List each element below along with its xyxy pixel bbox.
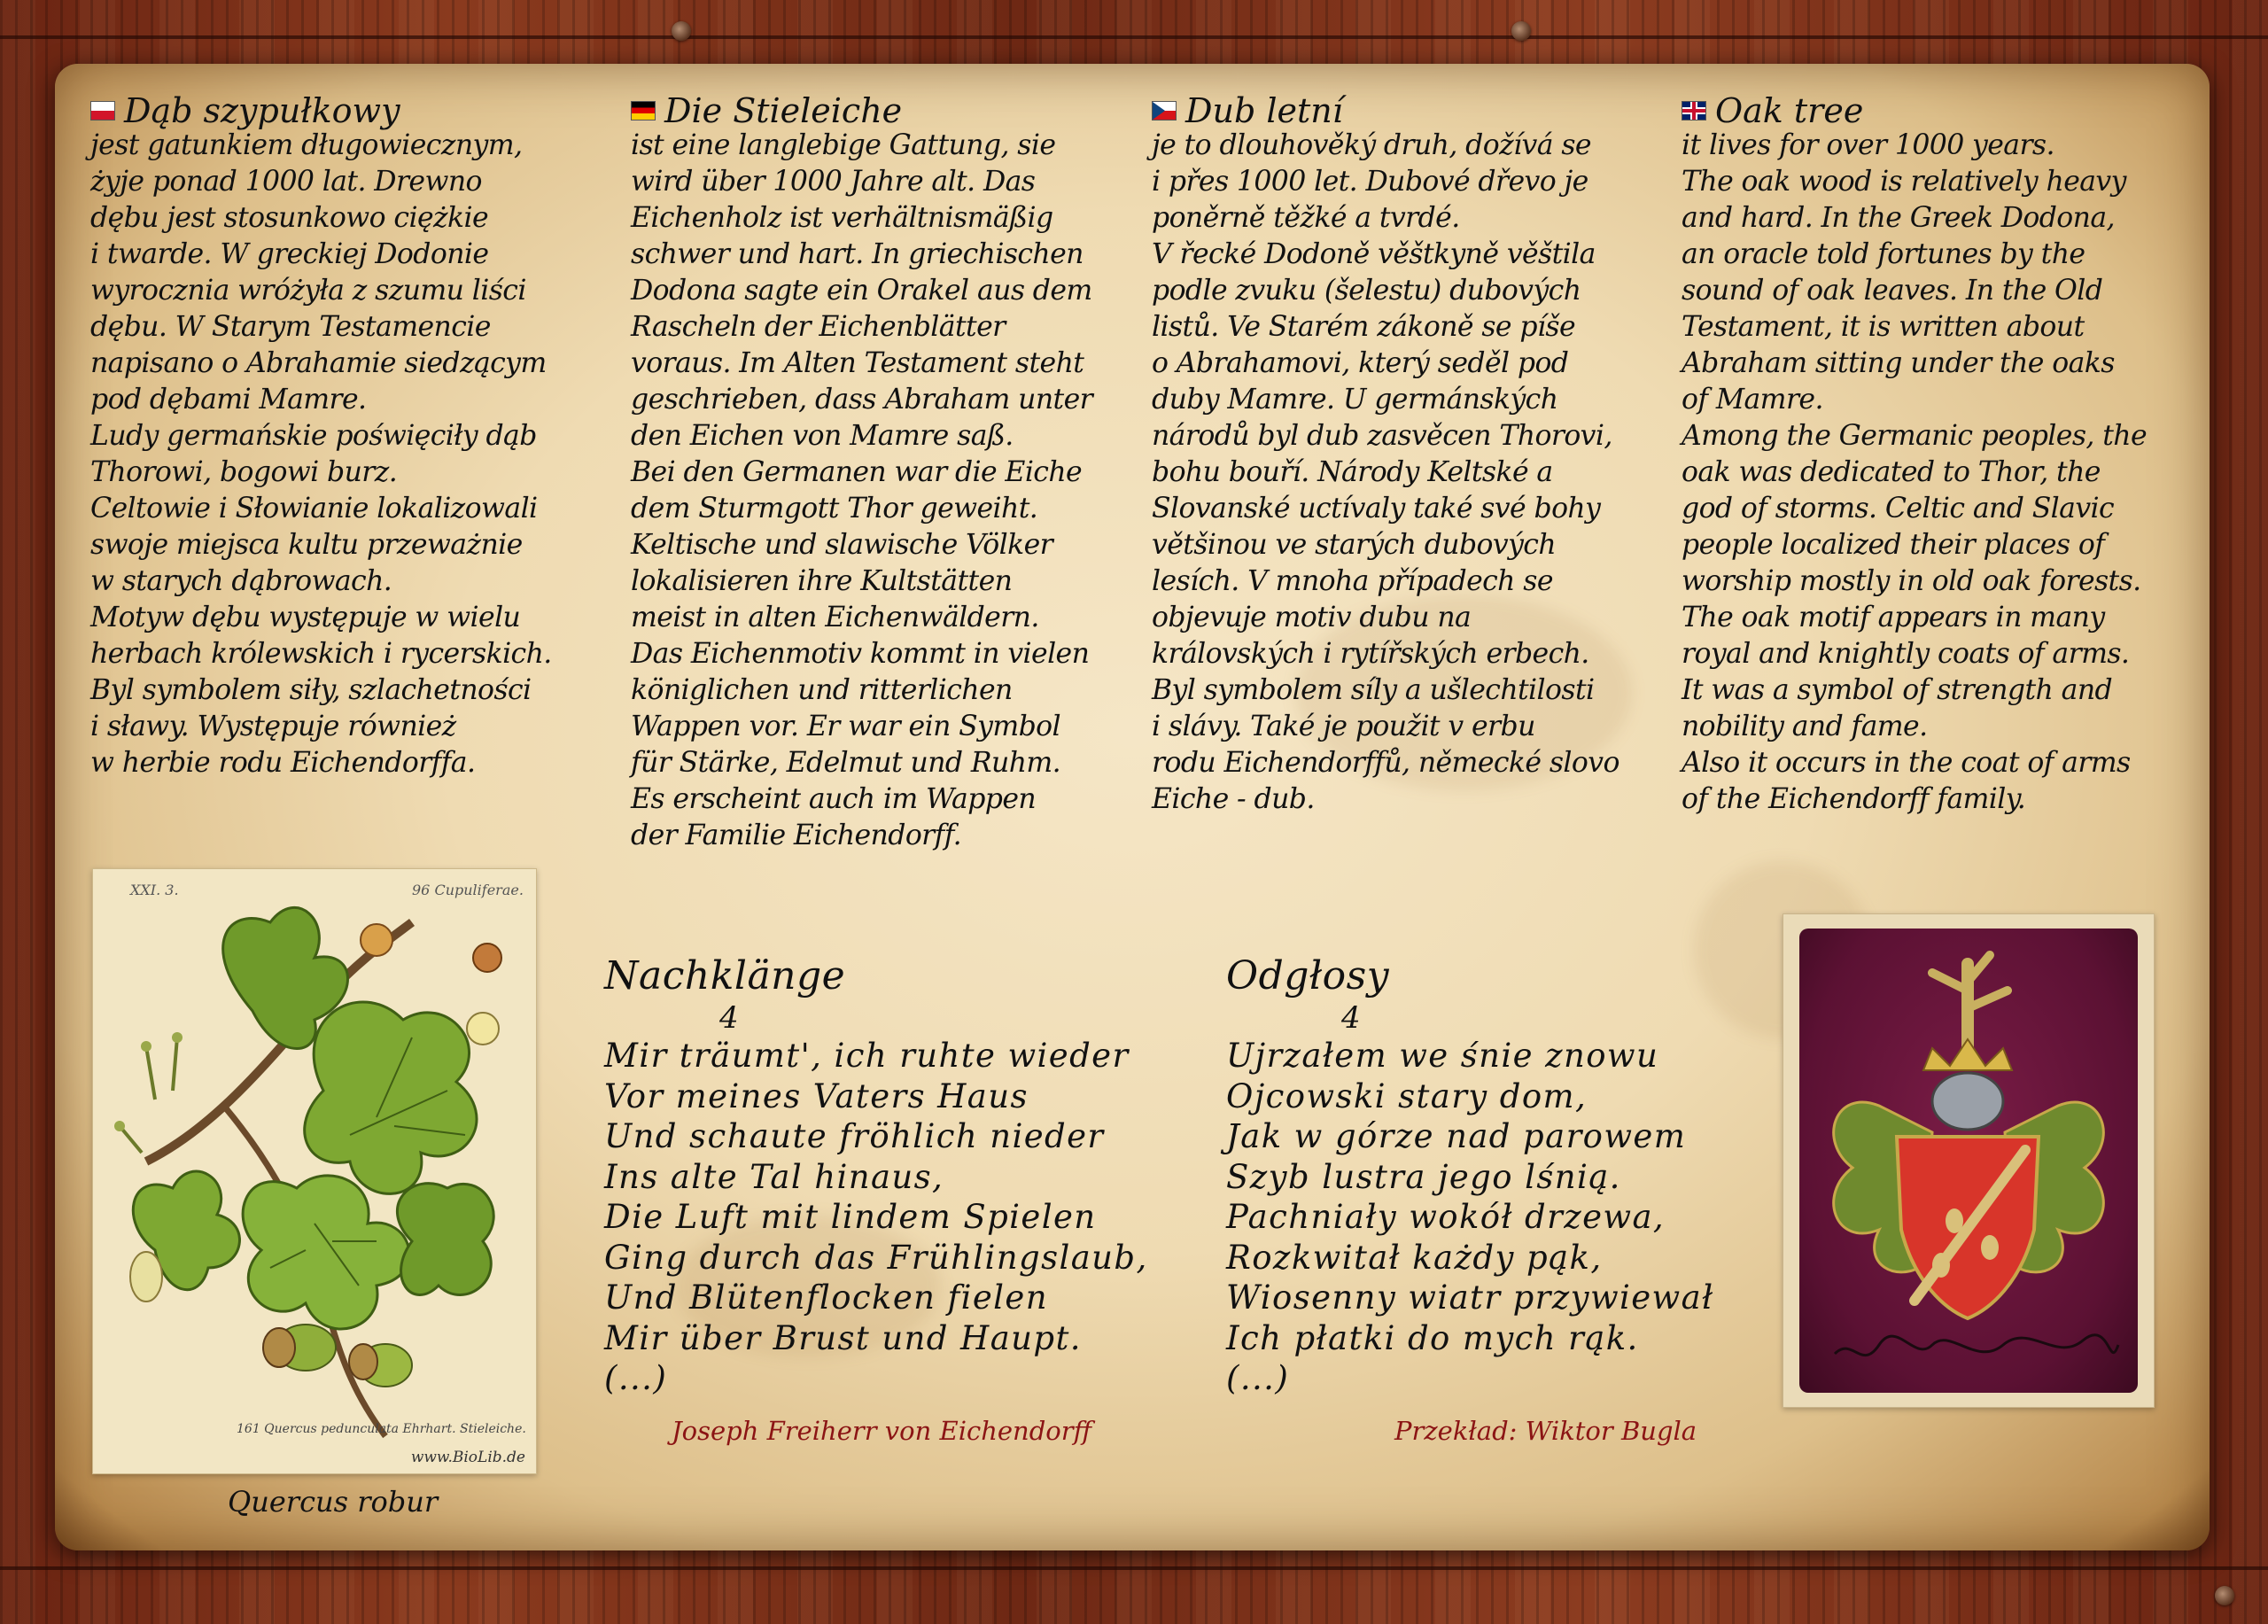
poem-line: Szyb lustra jego lśnią. <box>1226 1157 1621 1196</box>
poem-line: Ich płatki do mych rąk. <box>1226 1318 1639 1357</box>
czech-flag-icon <box>1152 101 1177 120</box>
poem-line: Mir träumt', ich ruhte wieder <box>604 1037 1130 1075</box>
poem-title: Odgłosy <box>1226 953 1390 998</box>
column-title <box>1152 90 1648 131</box>
poem-line: Pachniały wokół drzewa, <box>1226 1198 1666 1236</box>
column-title <box>631 90 1145 131</box>
poem-line: Vor meines Vaters Haus <box>604 1076 1029 1115</box>
poem-line: Und Blütenflocken fielen <box>604 1278 1048 1317</box>
poem-line: Rozkwitał każdy pąk, <box>1226 1238 1603 1277</box>
text-column-german <box>631 90 1145 854</box>
poem-line: Ging durch das Frühlingslaub, <box>604 1238 1148 1277</box>
column-body: it lives for over 1000 years. The oak wood is relatively heavy and hard. In the Greek Dodona, an oracle told fortunes by the sound of oak leaves. In the Old Testament, it is written about Abraham sitting under the oaks of Mamre. Among the Germanic peoples, the oak was dedicated to Thor, the god of storms. Celtic and Slavic people localized their places of worship mostly in old oak forests. The oak motif appears in many royal and knightly coats of arms. It was a symbol of strength and nobility and fame. Also it occurs in the coat of arms of the Eichendorff family. <box>1682 129 2148 815</box>
coat-of-arms-background <box>1799 929 2138 1393</box>
column-body: ist eine langlebige Gattung, sie wird über 1000 Jahre alt. Das Eichenholz ist verhältnismäßig schwer und hart. In griechischen Dodona sagte ein Orakel aus dem Rascheln der Eichenblätter voraus. Im Alten Testament steht geschrieben, dass Abraham unter den Eichen von Mamre saß. Bei den Germanen war die Eiche dem Sturmgott Thor geweiht. Keltische und slawische Völker lokalisieren ihre Kultstätten meist in alten Eichenwäldern. Das Eichenmotiv kommt in vielen königlichen und ritterlichen Wappen vor. Er war ein Symbol für Stärke, Edelmut und Ruhm. Es erscheint auch im Wappen der Familie Eichendorff. <box>631 129 1093 851</box>
text-column-english <box>1682 90 2195 818</box>
oak-branch-illustration <box>93 869 536 1473</box>
poem-line: (...) <box>1226 1359 1290 1397</box>
text-column-czech <box>1152 90 1648 818</box>
column-title-text: Oak tree <box>1715 91 1864 130</box>
wood-plank-seam <box>0 35 2268 39</box>
poem-number: 4 <box>1341 1000 1361 1036</box>
uk-flag-icon <box>1682 101 1706 120</box>
coat-of-arms-image <box>1783 913 2155 1408</box>
poem-line: Die Luft mit lindem Spielen <box>604 1198 1097 1236</box>
poem-author: Joseph Freiherr von Eichendorff <box>672 1416 1092 1446</box>
poem-title: Nachklänge <box>604 953 846 998</box>
poem-line: Mir über Brust und Haupt. <box>604 1318 1082 1357</box>
column-title-text: Die Stieleiche <box>664 91 903 130</box>
poem-number: 4 <box>719 1000 739 1036</box>
wood-plank-seam <box>0 1566 2268 1570</box>
eichendorff-crest-icon <box>1799 929 2138 1393</box>
polish-flag-icon <box>90 101 115 120</box>
plate-family: 96 Cupuliferae. <box>412 882 524 898</box>
poem-line: Jak w górze nad parowem <box>1226 1117 1687 1155</box>
poem-translator: Przekład: Wiktor Bugla <box>1394 1416 1697 1446</box>
botanical-plate-image <box>92 868 537 1474</box>
poem-lines <box>1226 1036 1713 1399</box>
plate-number: XXI. 3. <box>130 882 179 898</box>
poem-german <box>604 952 1148 1399</box>
poem-line: Ins alte Tal hinaus, <box>604 1157 944 1196</box>
plate-caption: Quercus robur <box>228 1485 439 1519</box>
nail-icon <box>1511 21 1531 41</box>
poem-line: Ujrzałem we śnie znowu <box>1226 1037 1659 1075</box>
poem-line: Und schaute fröhlich nieder <box>604 1117 1105 1155</box>
column-title-text: Dub letní <box>1185 91 1343 130</box>
poem-lines <box>604 1036 1148 1399</box>
german-flag-icon <box>631 101 656 120</box>
column-body: jest gatunkiem długowiecznym, żyje ponad 1000 lat. Drewno dębu jest stosunkowo ciężkie i twarde. W greckiej Dodonie wyrocznia wróżyła z szumu liści dębu. W Starym Testamencie napisano o Abrahamie siedzącym pod dębami Mamre. Ludy germańskie poświęciły dąb Thorowi, bogowi burz. Celtowie i Słowianie lokalizowali swoje miejsca kultu przeważnie w starych dąbrowach. Motyw dębu występuje w wielu herbach królewskich i rycerskich. Byl symbolem siły, szlachetności i sławy. Występuje również w herbie rodu Eichendorffa. <box>90 129 552 779</box>
column-title-text: Dąb szypułkowy <box>124 91 400 130</box>
poem-line: (...) <box>604 1359 668 1397</box>
plate-inscription: 161 Quercus pedunculata Ehrhart. Stieleiche. <box>237 1422 526 1436</box>
column-body: je to dlouhověký druh, dožívá se i přes 1000 let. Dubové dřevo je poněrně těžké a tvrdé. V řecké Dodoně věštkyně věštila podle zvuku (šelestu) dubových listů. Ve Starém zákoně se píše o Abrahamovi, který seděl pod duby Mamre. U germánských národů byl dub zasvěcen Thorovi, bohu bouří. Národy Keltské a Slovanské uctívaly také své bohy většinou ve starých dubových lesích. V mnoha případech se objevuje motiv dubu na královských i rytířských erbech. Byl symbolem síly a ušlechtilosti i slávy. Také je použit v erbu rodu Eichendorffů, německé slovo Eiche - dub. <box>1152 129 1619 815</box>
text-column-polish <box>90 90 586 781</box>
poem-polish <box>1226 952 1713 1399</box>
column-title <box>90 90 586 131</box>
column-title <box>1682 90 2195 131</box>
image-source-credit: www.BioLib.de <box>410 1449 525 1466</box>
nail-icon <box>2215 1586 2234 1605</box>
nail-icon <box>672 21 691 41</box>
poem-line: Ojcowski stary dom, <box>1226 1076 1588 1115</box>
poem-line: Wiosenny wiatr przywiewał <box>1226 1278 1714 1317</box>
